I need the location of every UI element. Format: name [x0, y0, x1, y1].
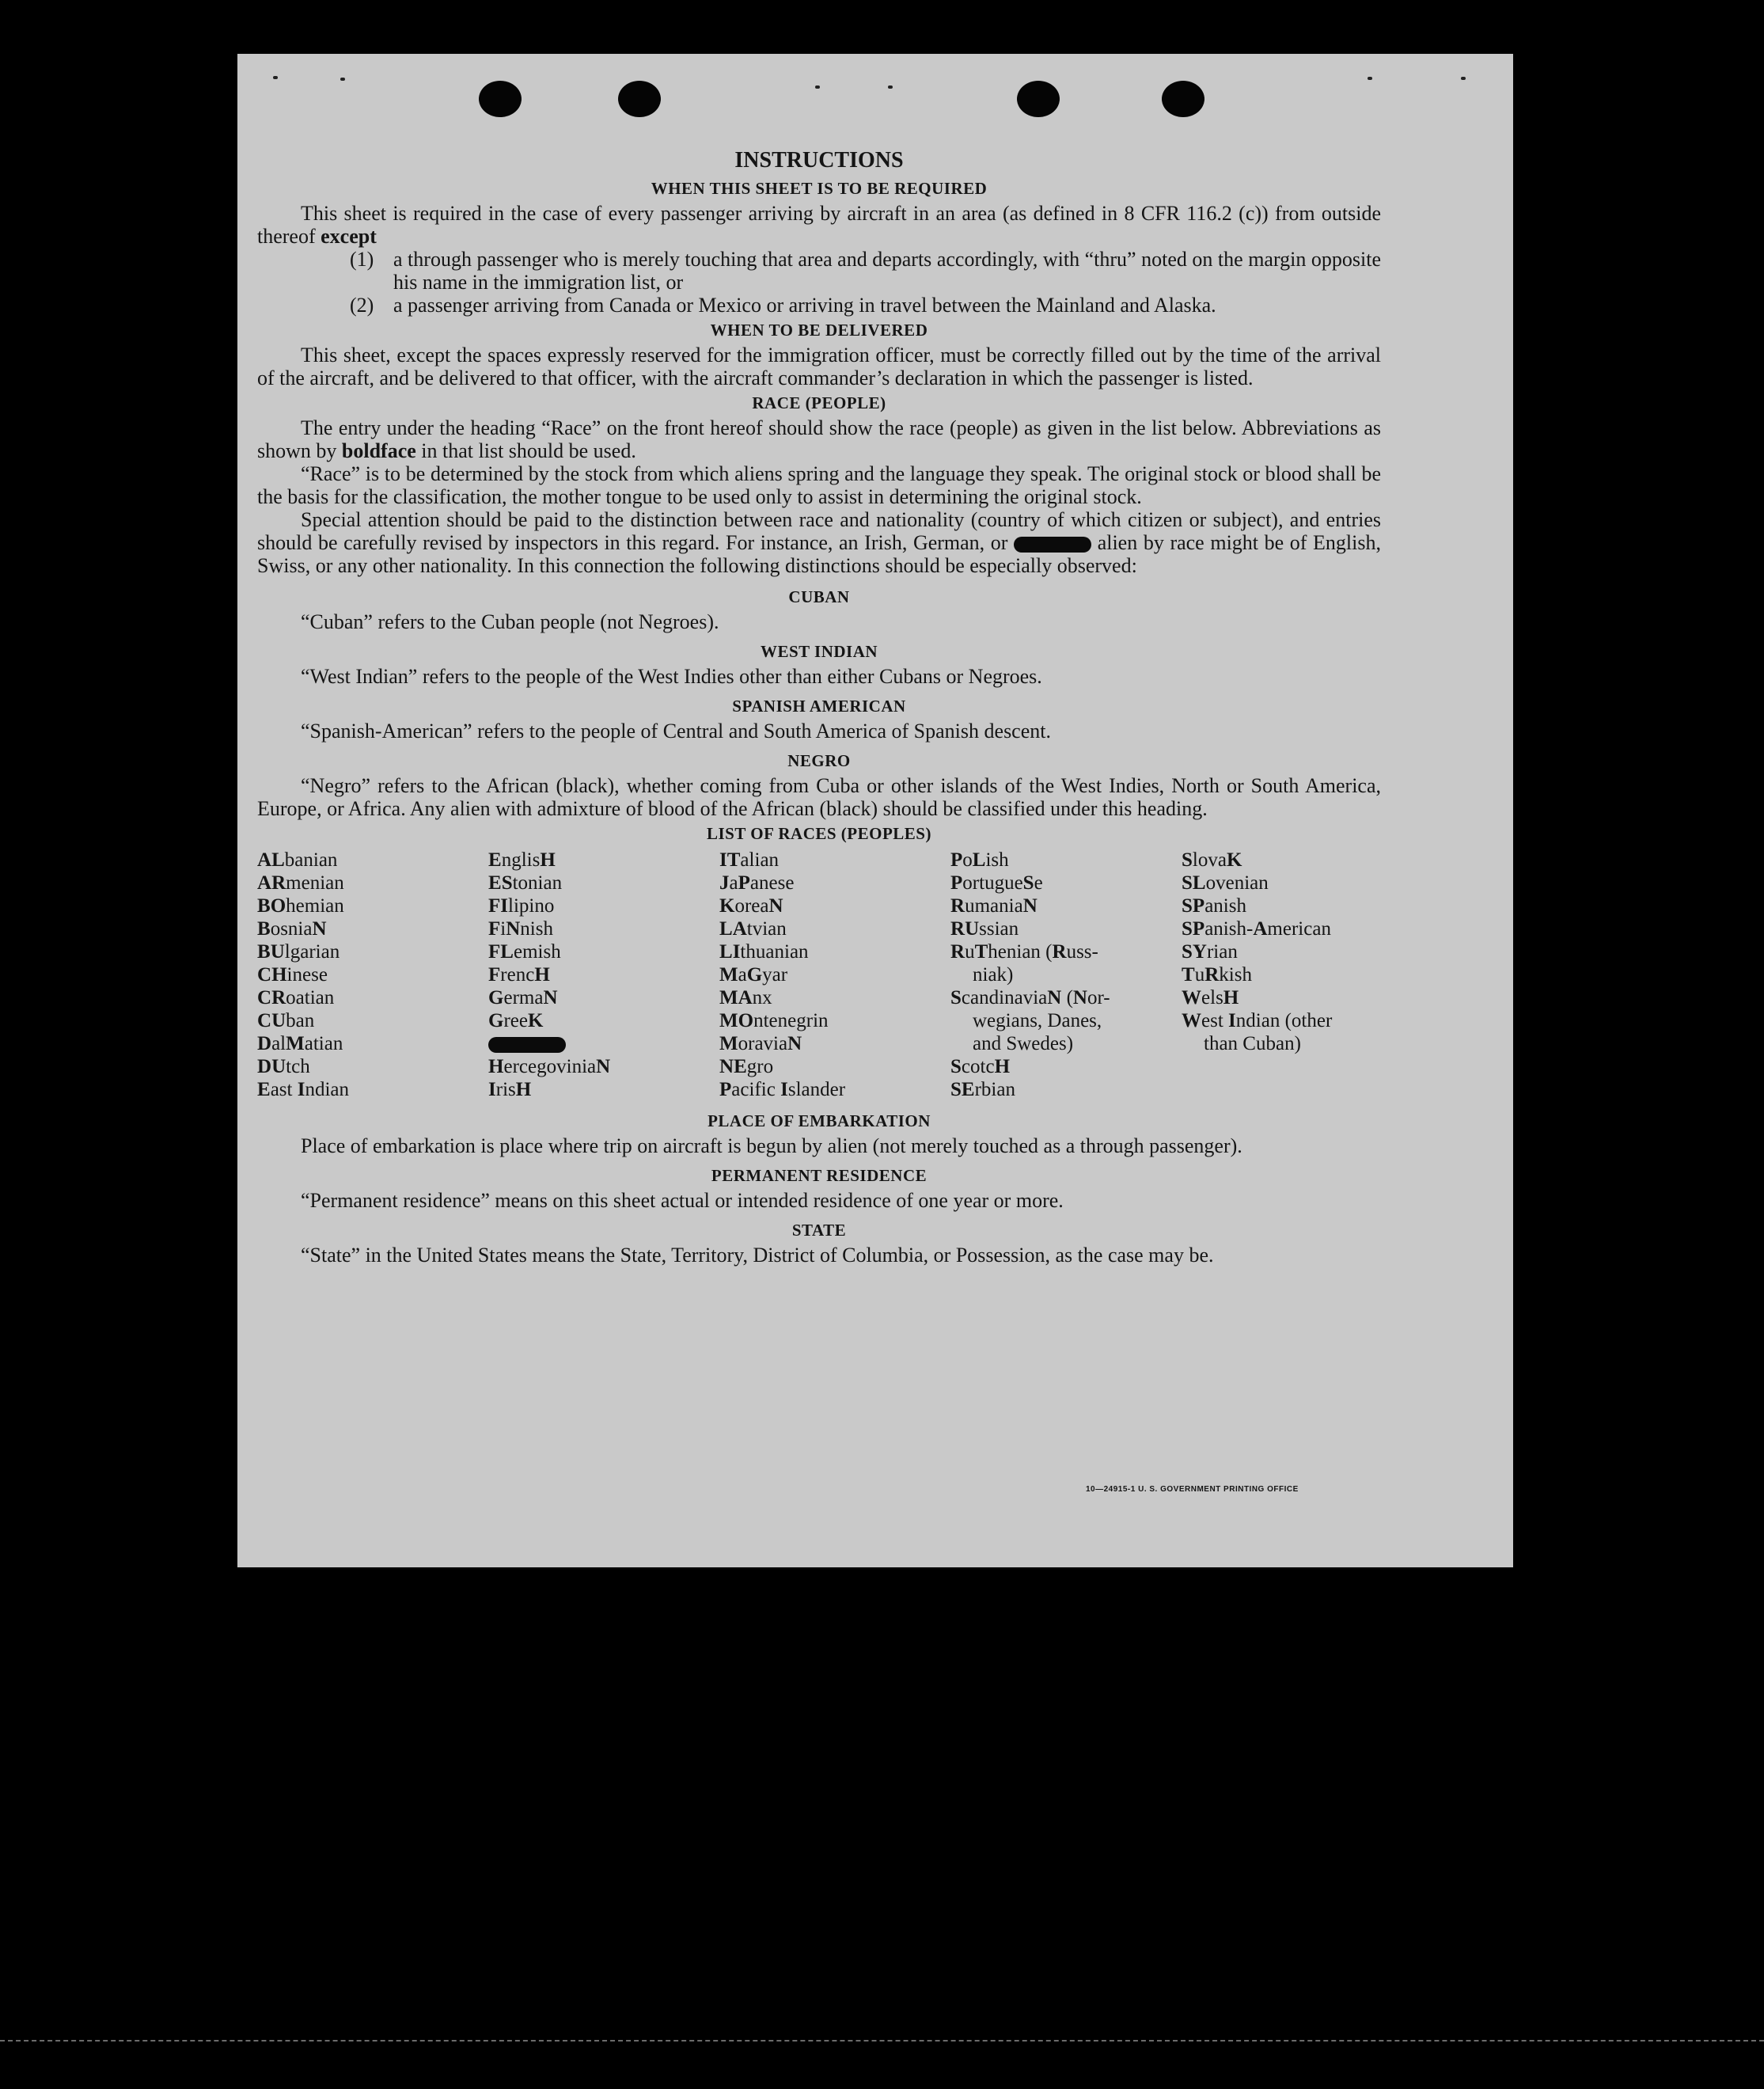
race-entry: CRoatian [257, 987, 335, 1008]
punch-hole [479, 81, 522, 117]
speck [1461, 77, 1466, 80]
section-heading: PLACE OF EMBARKATION [707, 1111, 931, 1130]
race-entry: DUtch [257, 1056, 310, 1077]
paragraph: “West Indian” refers to the people of the West Indies other than either Cubans or Negroes. [301, 665, 1042, 688]
section-heading: NEGRO [787, 751, 851, 770]
race-column [1182, 849, 1381, 1101]
paragraph: “Negro” refers to the African (black), whether coming from Cuba or other islands of the West Indies, North or South America, Europe, or Africa. Any alien with admixture of blood of the African (black) should be classified under this heading. [257, 774, 1381, 820]
race-entry: ScotcH [950, 1056, 1011, 1077]
race-entry: RumaniaN [950, 895, 1038, 917]
paragraph: “State” in the United States means the State, Territory, District of Columbia, or Possession, as the case may be. [301, 1244, 1214, 1267]
race-entry: WelsH [1182, 987, 1239, 1008]
race-entry: HercegoviniaN [488, 1056, 611, 1077]
race-entry: SPanish [1182, 895, 1246, 917]
speck [815, 85, 820, 89]
race-entry: MOntenegrin [719, 1010, 829, 1031]
section-heading: CUBAN [788, 587, 850, 606]
race-column [488, 849, 719, 1101]
film-edge [0, 2040, 1764, 2045]
race-entry: CUban [257, 1010, 315, 1031]
race-entry: SLovenian [1182, 872, 1269, 894]
punch-hole [618, 81, 661, 117]
race-entry: FiNnish [488, 918, 553, 940]
race-entry: GreeK [488, 1010, 544, 1031]
speck [340, 78, 345, 81]
race-entry: ARmenian [257, 872, 344, 894]
instructions-content [257, 148, 1381, 1267]
race-column [719, 849, 950, 1101]
race-entry: BUlgarian [257, 941, 340, 963]
section-heading: WHEN TO BE DELIVERED [710, 321, 928, 340]
redaction-mark [488, 1037, 566, 1053]
document-sheet [237, 54, 1513, 1567]
section-heading: WHEN THIS SHEET IS TO BE REQUIRED [651, 179, 988, 198]
race-entry: SYrian [1182, 941, 1238, 963]
speck [888, 85, 893, 89]
paragraph: “Cuban” refers to the Cuban people (not Negroes). [301, 610, 719, 633]
race-entry: RUssian [950, 918, 1019, 940]
race-entry: EStonian [488, 872, 563, 894]
race-entry: LIthuanian [719, 941, 809, 963]
race-entry: ALbanian [257, 849, 338, 871]
list-item: (2) a passenger arriving from Canada or Mexico or arriving in travel between the Mainland and Alaska. [350, 294, 1216, 317]
race-entry: Pacific Islander [719, 1079, 846, 1100]
section-heading: LIST OF RACES (PEOPLES) [707, 824, 931, 843]
race-list [257, 849, 1381, 1101]
race-entry: East Indian [257, 1079, 350, 1100]
race-entry: GermaN [488, 987, 558, 1008]
race-entry: RuThenian (Russ- [950, 941, 1098, 963]
paragraph: “Race” is to be determined by the stock from which aliens spring and the language they speak. The original stock or blood shall be the basis for the classification, the mother tongue to be used only to assist in determining the original stock. [257, 462, 1381, 508]
race-entry: MAnx [719, 987, 772, 1008]
race-entry: TuRkish [1182, 964, 1252, 986]
race-column [257, 849, 488, 1101]
race-entry: NEgro [719, 1056, 774, 1077]
race-entry: FLemish [488, 941, 561, 963]
punch-hole [1017, 81, 1060, 117]
footer-print-code: 10—24915-1 U. S. GOVERNMENT PRINTING OFFICE [1086, 1485, 1299, 1494]
paragraph: Place of embarkation is place where trip on aircraft is begun by alien (not merely touched as a through passenger). [301, 1134, 1242, 1157]
race-entry: FrencH [488, 964, 550, 986]
race-entry: EnglisH [488, 849, 556, 871]
race-entry: CHinese [257, 964, 328, 986]
race-entry: DalMatian [257, 1033, 343, 1054]
paragraph: “Permanent residence” means on this sheet actual or intended residence of one year or more. [301, 1189, 1064, 1212]
punch-hole [1162, 81, 1204, 117]
race-entry: KoreaN [719, 895, 783, 917]
speck [273, 76, 278, 79]
race-entry [488, 1032, 719, 1055]
race-entry: BosniaN [257, 918, 327, 940]
race-entry: wegians, Danes, [973, 1010, 1102, 1031]
section-heading: STATE [791, 1221, 847, 1240]
race-column [950, 849, 1182, 1101]
race-entry: MaGyar [719, 964, 788, 986]
race-entry: PortugueSe [950, 872, 1043, 894]
race-entry: ScandinaviaN (Nor- [950, 987, 1110, 1008]
paragraph: The entry under the heading “Race” on the front hereof should show the race (people) as given in the list below. Abbreviations as shown by boldface in that list should be used. [257, 416, 1381, 462]
race-entry: JaPanese [719, 872, 795, 894]
section-heading: RACE (PEOPLE) [752, 393, 886, 412]
paragraph: This sheet is required in the case of every passenger arriving by aircraft in an area (as defined in 8 CFR 116.2 (c)) from outside thereof except [257, 202, 1381, 248]
race-entry: ITalian [719, 849, 780, 871]
race-entry: and Swedes) [973, 1033, 1074, 1054]
section-heading: SPANISH AMERICAN [732, 697, 906, 716]
race-entry: SPanish-American [1182, 918, 1331, 940]
speck [1368, 77, 1372, 80]
race-entry: West Indian (other [1182, 1010, 1333, 1031]
race-entry: IrisH [488, 1079, 532, 1100]
redaction-mark [1014, 537, 1091, 553]
race-entry: FIlipino [488, 895, 555, 917]
race-entry: SlovaK [1182, 849, 1242, 871]
paragraph: Special attention should be paid to the distinction between race and nationality (country of which citizen or subject), and entries should be carefully revised by inspectors in this regard. For instance, an Irish, German, or alien by race might be of English, Swiss, or any other nationality. In this connection the following distinctions should be especially observed: [257, 508, 1382, 577]
race-entry: SErbian [950, 1079, 1015, 1100]
page-title: INSTRUCTIONS [734, 148, 904, 173]
race-entry: PoLish [950, 849, 1009, 871]
race-entry: MoraviaN [719, 1033, 802, 1054]
race-entry: than Cuban) [1204, 1033, 1301, 1054]
race-entry: BOhemian [257, 895, 344, 917]
list-item: (1) a through passenger who is merely touching that area and departs accordingly, with “thru” noted on the margin opposite his name in the immigration list, or [350, 248, 1381, 294]
section-heading: PERMANENT RESIDENCE [711, 1166, 928, 1185]
race-entry: LAtvian [719, 918, 787, 940]
section-heading: WEST INDIAN [760, 642, 878, 661]
race-entry: niak) [973, 964, 1014, 986]
paragraph: This sheet, except the spaces expressly reserved for the immigration officer, must be correctly filled out by the time of the arrival of the aircraft, and be delivered to that officer, with the aircraft commander’s declaration in which the passenger is listed. [257, 344, 1381, 389]
paragraph: “Spanish-American” refers to the people of Central and South America of Spanish descent. [301, 720, 1051, 743]
